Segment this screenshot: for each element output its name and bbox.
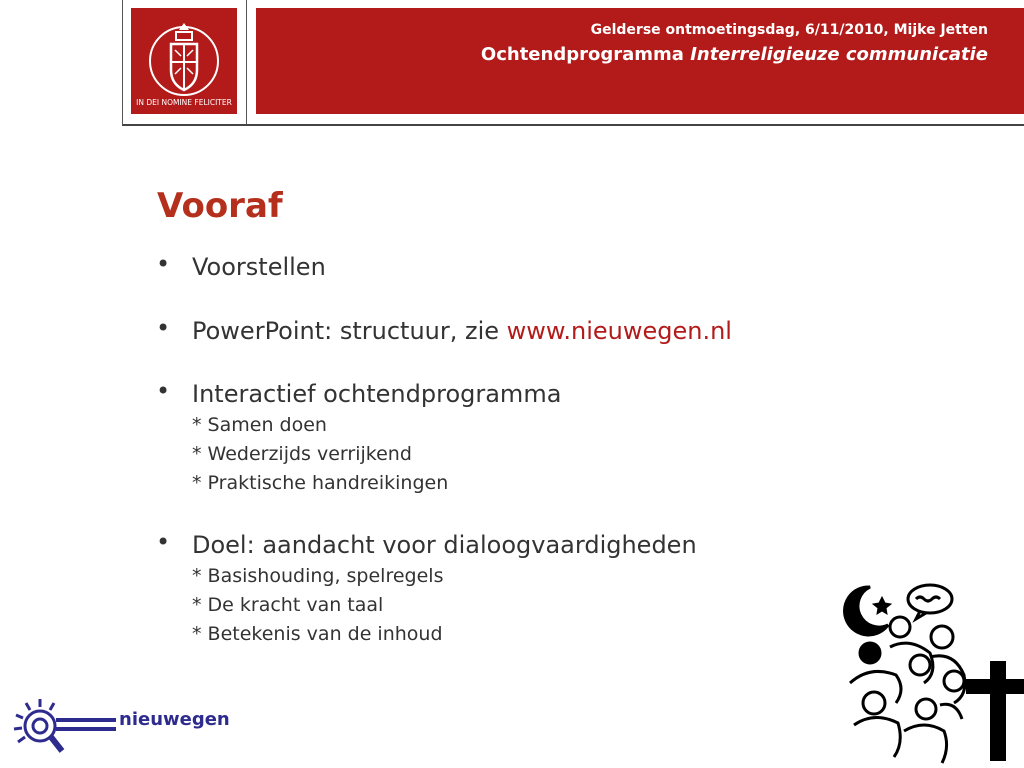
bullet-text-plain: PowerPoint: structuur, zie xyxy=(192,317,507,345)
bullet-text: Interactief ochtendprogramma xyxy=(192,380,562,408)
title-bar xyxy=(256,8,1024,114)
sub-item: * Basishouding, spelregels xyxy=(192,565,444,587)
bullet-dot: • xyxy=(156,377,171,405)
program-title-italic: Interreligieuze communicatie xyxy=(690,44,988,65)
sub-item: * Samen doen xyxy=(192,414,327,436)
sub-item: * Wederzijds verrijkend xyxy=(192,443,412,465)
bullet-item xyxy=(150,314,732,348)
bullet-dot: • xyxy=(156,314,171,342)
interreligious-people-crescent-cross-icon xyxy=(830,575,1024,768)
bullet-text: Doel: aandacht voor dialoogvaardigheden xyxy=(192,531,697,559)
sub-item: * Betekenis van de inhoud xyxy=(192,623,443,645)
bullet-text: Voorstellen xyxy=(192,253,326,281)
website-link[interactable]: www.nieuwegen.nl xyxy=(506,317,732,345)
header xyxy=(122,0,1024,126)
seal-text: IN DEI NOMINE FELICITER xyxy=(136,98,232,107)
bullet-text xyxy=(192,314,732,348)
header-divider xyxy=(246,0,247,124)
bullet-dot: • xyxy=(156,528,171,556)
bullet-item xyxy=(150,377,561,498)
sub-item: * Praktische handreikingen xyxy=(192,472,449,494)
bullet-item xyxy=(150,250,326,284)
university-seal xyxy=(131,8,237,114)
seal-icon xyxy=(131,8,237,114)
program-title xyxy=(481,44,988,65)
nieuwegen-logo-text: nieuwegen xyxy=(119,709,230,730)
program-title-plain: Ochtendprogramma xyxy=(480,44,684,65)
sub-item: * De kracht van taal xyxy=(192,594,384,616)
slide-heading: Vooraf xyxy=(157,186,283,226)
bullet-dot: • xyxy=(156,250,171,278)
event-line: Gelderse ontmoetingsdag, 6/11/2010, Mijke Jetten xyxy=(590,22,988,38)
bullet-item xyxy=(150,528,697,649)
